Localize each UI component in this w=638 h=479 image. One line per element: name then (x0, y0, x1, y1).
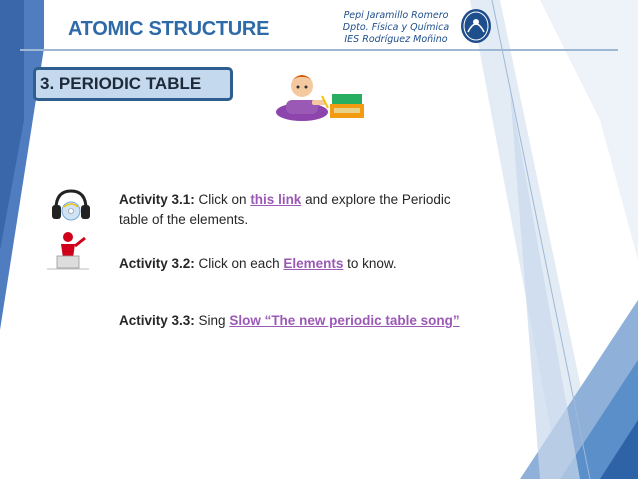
slide-header-title: ATOMIC STRUCTURE (68, 18, 270, 40)
this-link[interactable]: this link (250, 192, 302, 207)
activity-3-3-label: Activity 3.3: (119, 313, 195, 328)
elements-link[interactable]: Elements (283, 256, 344, 271)
activity-3-1-text-after: and explore the Periodic (301, 192, 451, 207)
activity-3-3 (119, 311, 539, 331)
section-title: 3. PERIODIC TABLE (33, 67, 233, 101)
author-credit (336, 10, 456, 46)
activity-3-2-label: Activity 3.2: (119, 256, 195, 271)
header-divider (20, 49, 618, 51)
presenter-icon (47, 228, 89, 270)
author-department: Dpto. Física y Química (342, 22, 450, 33)
activity-3-2 (119, 254, 519, 274)
activity-3-1-text-before: Click on (194, 192, 251, 207)
author-name: Pepi Jaramillo Romero (343, 10, 449, 21)
headphones-cd-icon (50, 187, 92, 223)
activity-3-1 (119, 190, 519, 230)
activity-3-1-text-line2: table of the elements. (119, 212, 249, 227)
activity-3-1-label: Activity 3.1: (119, 192, 195, 207)
periodic-table-song-link[interactable]: Slow “The new periodic table song” (229, 313, 460, 328)
activity-3-2-text-after: to know. (343, 256, 397, 271)
school-logo-icon (460, 8, 492, 44)
student-dictionary-illustration (272, 66, 368, 124)
activity-3-3-text-before: Sing (194, 313, 230, 328)
activity-3-2-text-before: Click on each (194, 256, 284, 271)
author-school: IES Rodríguez Moñino (344, 34, 448, 45)
